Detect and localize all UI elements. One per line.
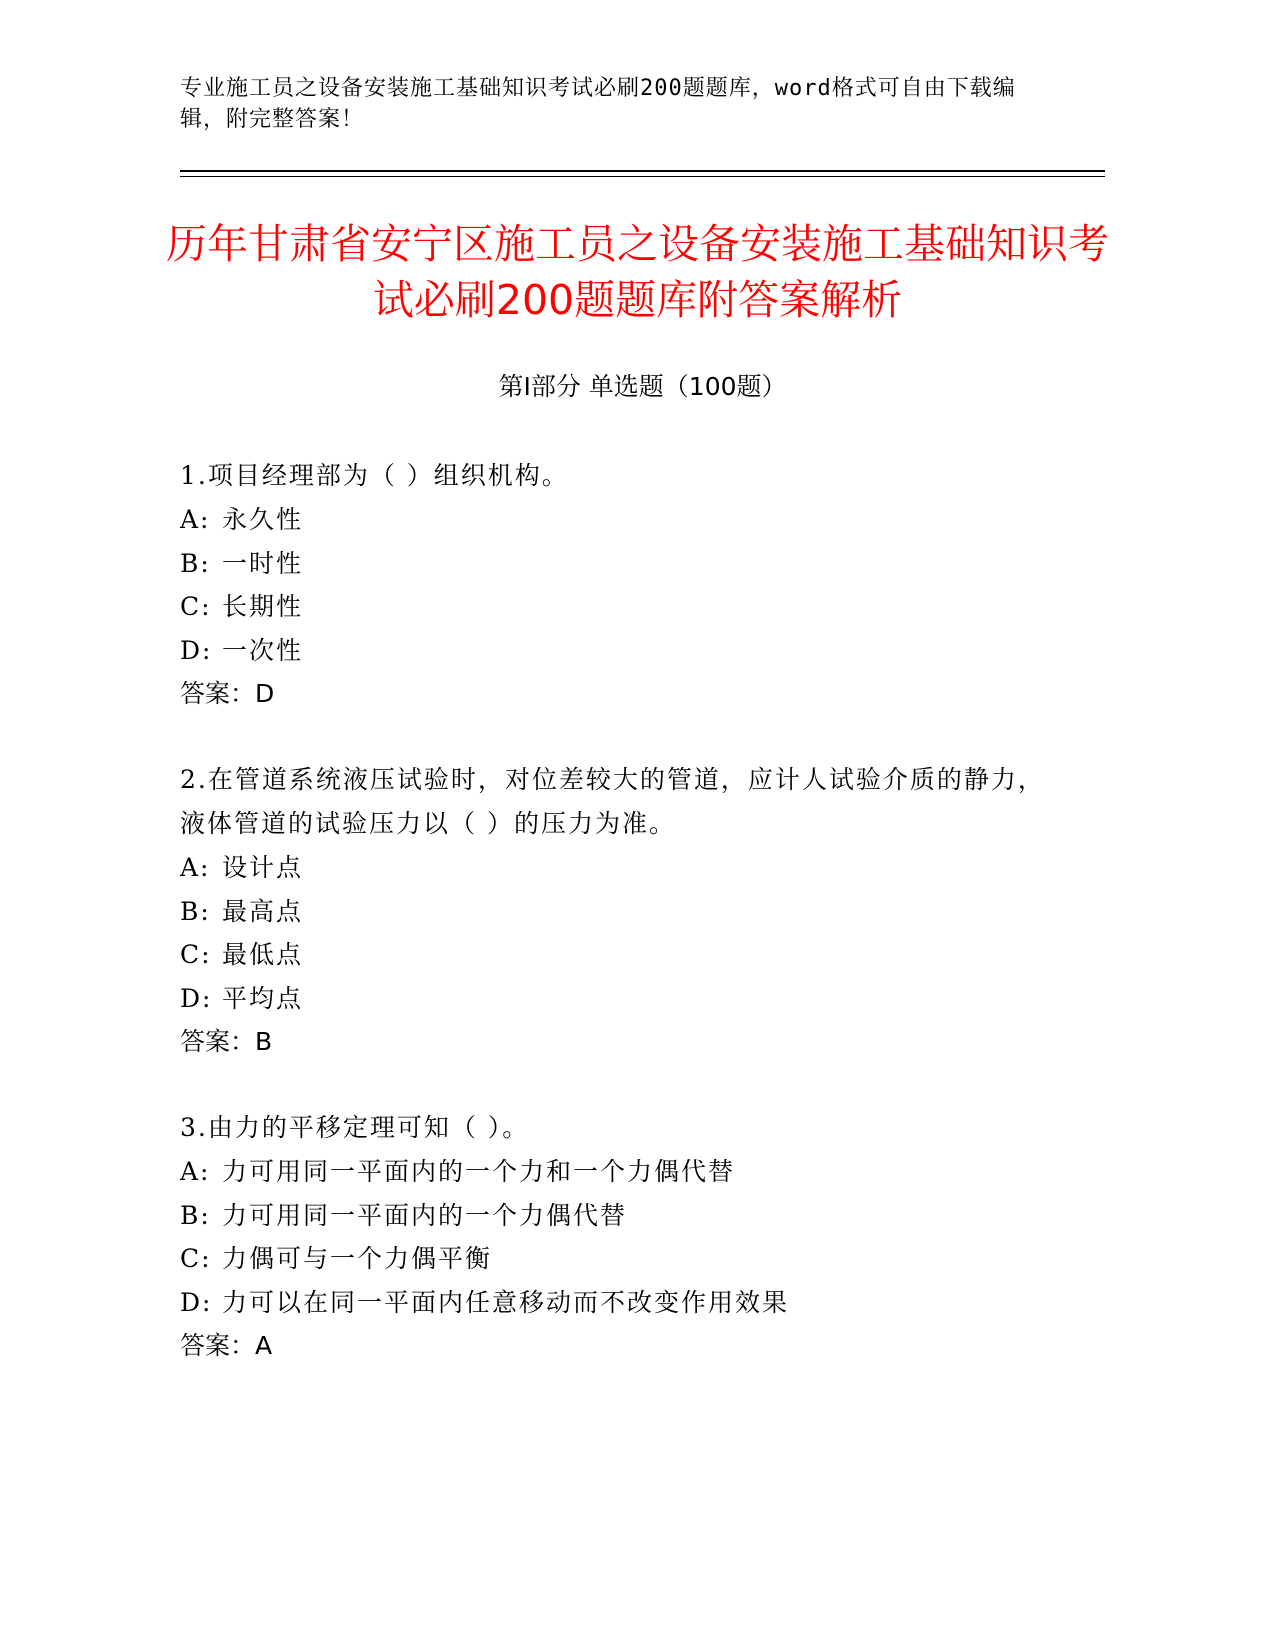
- option-d: [180, 977, 1060, 1021]
- option-letter: A:: [180, 505, 211, 534]
- option-c: [180, 933, 1060, 977]
- question-stem: 3.由力的平移定理可知（ ）。: [180, 1113, 530, 1142]
- option-c: [180, 585, 1060, 629]
- option-c: [180, 1237, 1060, 1281]
- option-text: 力可用同一平面内的一个力和一个力偶代替: [222, 1157, 736, 1186]
- option-text: 平均点: [222, 983, 304, 1013]
- option-text: 一次性: [222, 635, 304, 665]
- option-text: 最低点: [222, 940, 304, 969]
- option-a: [180, 846, 1060, 890]
- option-d: [180, 1281, 1060, 1325]
- option-d: [180, 629, 1060, 673]
- option-letter: C:: [180, 940, 212, 969]
- option-letter: D:: [180, 635, 213, 665]
- option-letter: B:: [180, 1200, 211, 1230]
- option-text: 一时性: [222, 548, 304, 578]
- option-letter: B:: [180, 548, 211, 578]
- option-b: [180, 890, 1060, 934]
- question-stem: 2.在管道系统液压试验时，对位差较大的管道，应计人试验介质的静力，液体管道的试验压力以（ ）的压力为准。: [180, 765, 1045, 838]
- option-letter: A:: [180, 1157, 211, 1186]
- answer: 答案：D: [180, 679, 275, 708]
- option-letter: A:: [180, 853, 211, 882]
- question-1: [180, 454, 1060, 716]
- option-text: 设计点: [222, 853, 304, 882]
- header-rule-thin: [180, 176, 1105, 177]
- answer: 答案：A: [180, 1331, 273, 1360]
- option-letter: D:: [180, 983, 213, 1013]
- option-letter: C:: [180, 1244, 212, 1273]
- header-note: 专业施工员之设备安装施工基础知识考试必刷200题题库，word格式可自由下载编辑，附完整答案！: [180, 76, 1016, 132]
- option-text: 力可以在同一平面内任意移动而不改变作用效果: [222, 1287, 790, 1317]
- document-title: 历年甘肃省安宁区施工员之设备安装施工基础知识考试必刷200题题库附答案解析: [166, 220, 1109, 324]
- option-a: [180, 1150, 1060, 1194]
- option-text: 长期性: [222, 592, 304, 621]
- option-letter: C:: [180, 592, 212, 621]
- option-b: [180, 542, 1060, 586]
- option-text: 永久性: [222, 505, 304, 534]
- section-heading: 第Ⅰ部分 单选题（100题）: [498, 372, 787, 401]
- question-2: [180, 758, 1060, 1064]
- option-a: [180, 498, 1060, 542]
- option-text: 力可用同一平面内的一个力偶代替: [222, 1200, 628, 1230]
- option-b: [180, 1194, 1060, 1238]
- option-text: 最高点: [222, 896, 304, 926]
- header-rule-thick: [180, 170, 1105, 172]
- option-letter: D:: [180, 1287, 213, 1317]
- option-letter: B:: [180, 896, 211, 926]
- answer: 答案：B: [180, 1027, 273, 1056]
- question-3: [180, 1106, 1060, 1368]
- question-stem: 1.项目经理部为（ ）组织机构。: [180, 461, 569, 490]
- option-text: 力偶可与一个力偶平衡: [222, 1244, 493, 1273]
